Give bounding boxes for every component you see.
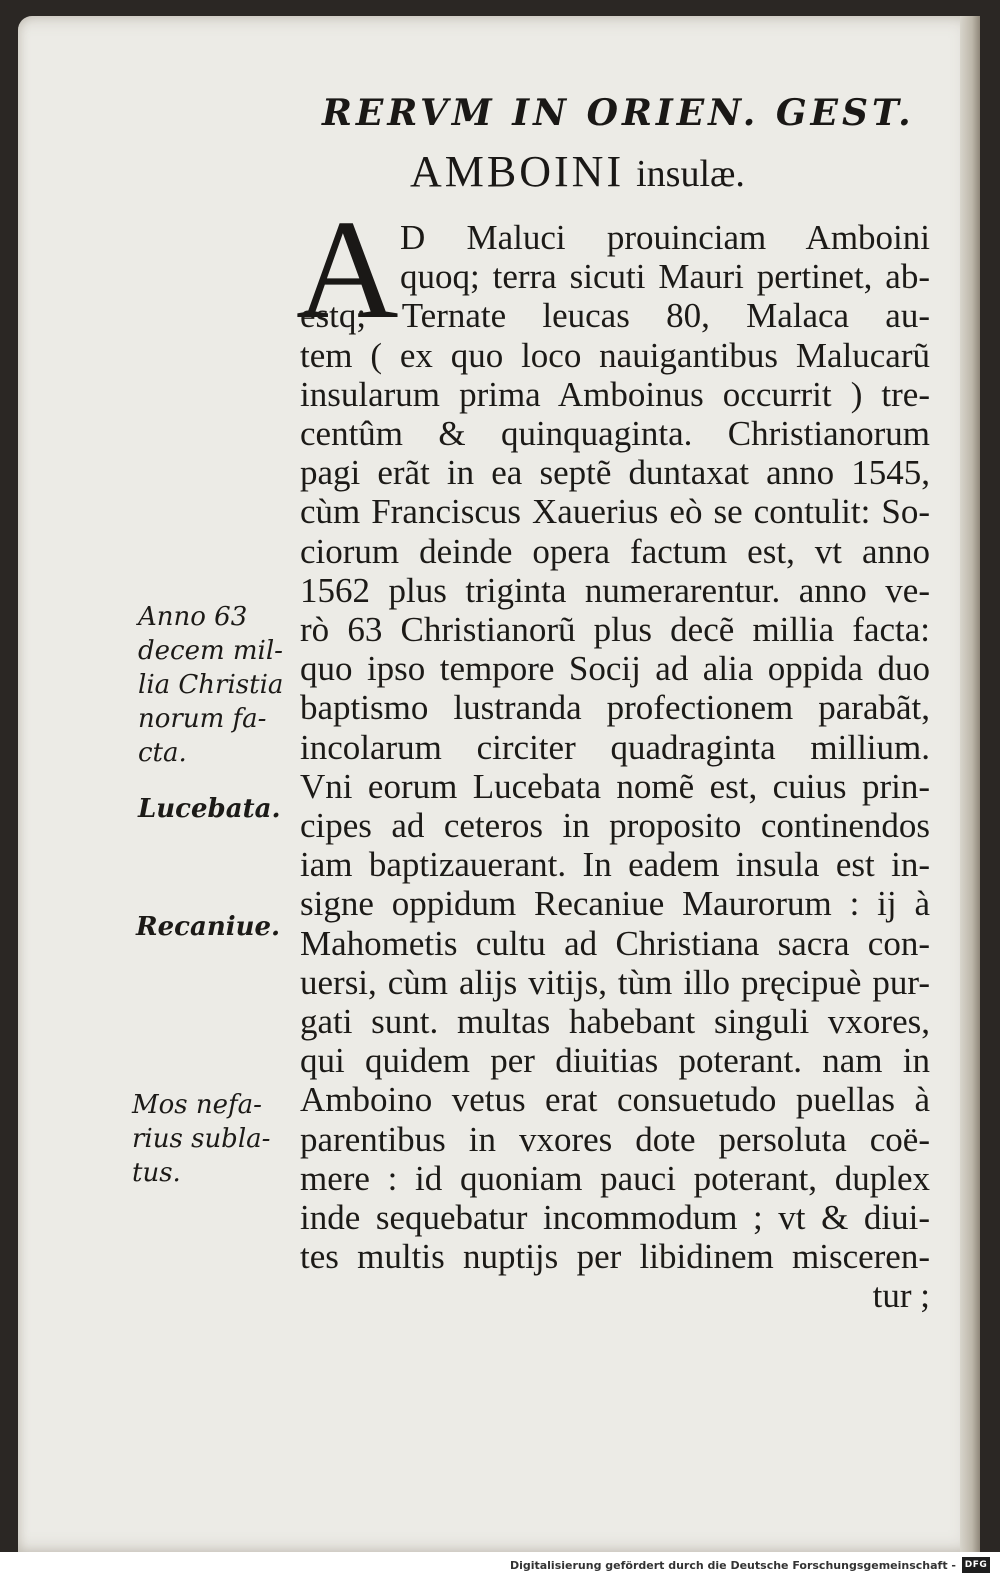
text-line: tem ( ex quo loco nauigantibus Malucarũ bbox=[300, 335, 930, 375]
text-line: incolarum circiter quadraginta millium. bbox=[300, 727, 930, 767]
text-line: baptismo lustranda profectionem parabãt, bbox=[300, 688, 930, 728]
footer-credit-text: Digitalisierung gefördert durch die Deutsche Forschungsgemeinschaft - bbox=[509, 1559, 956, 1572]
margin-note-line: cta. bbox=[138, 738, 187, 768]
text-line: uersi, cùm alijs vitijs, tùm illo pręcipuè pur- bbox=[300, 962, 930, 1002]
text-line: inde sequebatur incommodum ; vt & diui- bbox=[300, 1198, 930, 1238]
digitization-footer bbox=[0, 1552, 1000, 1583]
margin-note-line: Anno 63 bbox=[138, 602, 248, 632]
text-line: iam baptizauerant. In eadem insula est in- bbox=[300, 845, 930, 885]
text-line: mere : id quoniam pauci poterant, duplex bbox=[300, 1158, 930, 1198]
drop-cap: A bbox=[296, 190, 399, 348]
chapter-title bbox=[410, 146, 745, 197]
text-line: rò 63 Christianorũ plus decẽ millia facta: bbox=[300, 610, 930, 650]
text-line: pagi erãt in ea septẽ duntaxat anno 1545, bbox=[300, 453, 930, 493]
margin-note-line: rius subla- bbox=[132, 1124, 271, 1154]
text-line: Vni eorum Lucebata nomẽ est, cuius prin- bbox=[300, 766, 930, 806]
margin-note-recaniue bbox=[136, 910, 280, 944]
margin-note-lucebata bbox=[138, 792, 281, 826]
text-line: ciorum deinde opera factum est, vt anno bbox=[300, 531, 930, 571]
text-line: tes multis nuptijs per libidinem misceren- bbox=[300, 1237, 930, 1277]
text-line: centûm & quinquaginta. Christianorum bbox=[300, 414, 930, 454]
chapter-title-subtitle: insulæ. bbox=[636, 153, 745, 195]
text-line: gati sunt. multas habebant singuli vxores, bbox=[300, 1002, 930, 1042]
page-gutter-edge bbox=[960, 16, 980, 1552]
margin-note-line: Mos nefa- bbox=[132, 1090, 262, 1120]
text-line: parentibus in vxores dote persoluta coë- bbox=[300, 1119, 930, 1159]
text-line: quo ipso tempore Socij ad alia oppida duo bbox=[300, 649, 930, 689]
text-line: Mahometis cultu ad Christiana sacra con- bbox=[300, 923, 930, 963]
text-line: qui quidem per diuitias poterant. nam in bbox=[300, 1041, 930, 1081]
text-line: Amboino vetus erat consuetudo puellas à bbox=[300, 1080, 930, 1120]
text-line: signe oppidum Recaniue Maurorum : ij à bbox=[300, 884, 930, 924]
margin-note-line: decem mil- bbox=[138, 636, 283, 666]
margin-note-line: tus. bbox=[132, 1158, 181, 1188]
text-line: 1562 plus triginta numerarentur. anno ve- bbox=[300, 570, 930, 610]
text-line: quoq; terra sicuti Mauri pertinet, ab- bbox=[400, 257, 930, 297]
text-line: insularum prima Amboinus occurrit ) tre- bbox=[300, 374, 930, 414]
body-text bbox=[270, 218, 930, 1316]
margin-note-line: Lucebata. bbox=[138, 794, 281, 824]
text-line: D Maluci prouinciam Amboini bbox=[400, 218, 930, 257]
chapter-title-caps: AMBOINI bbox=[410, 147, 625, 196]
running-head: RERVM IN ORIEN. GEST. bbox=[322, 92, 915, 134]
text-line: cùm Franciscus Xauerius eò se contulit: So- bbox=[300, 492, 930, 532]
margin-note-anno-63 bbox=[138, 600, 283, 770]
text-line-catchword: tur ; bbox=[872, 1276, 930, 1316]
margin-note-line: lia Christia bbox=[138, 670, 284, 700]
dfg-logo: DFG bbox=[962, 1557, 990, 1573]
text-line: cipes ad ceteros in proposito continendos bbox=[300, 806, 930, 846]
margin-note-line: norum fa- bbox=[138, 704, 267, 734]
margin-note-line: Recaniue. bbox=[136, 912, 281, 942]
text-line: estq; Ternate leucas 80, Malaca au- bbox=[300, 296, 930, 336]
margin-note-mos-nefarius bbox=[132, 1088, 270, 1190]
